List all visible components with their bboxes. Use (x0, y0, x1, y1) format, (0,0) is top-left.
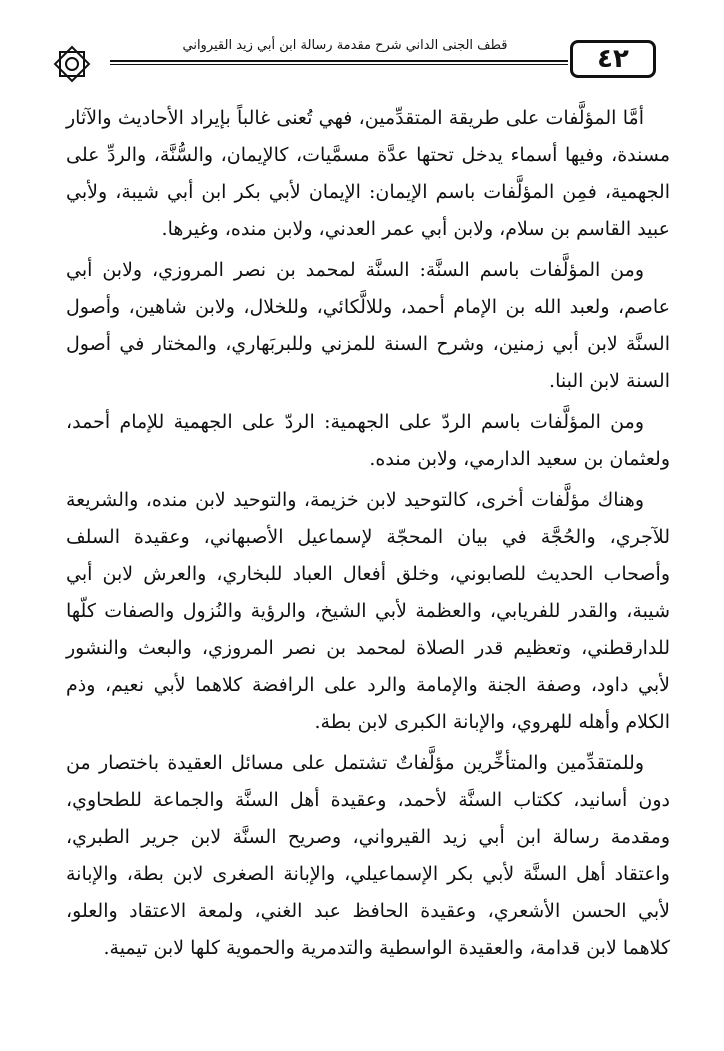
paragraph: وهناك مؤلَّفات أخرى، كالتوحيد لابن خزيمة، والتوحيد لابن منده، والشريعة للآجري، والحُجَّة في بيان المحجّة لإسماعيل الأصبهاني، وعقيدة السلف وأصحاب الحديث للصابوني، وخلق أفعال العباد للبخاري، والعرش لابن أبي شيبة، والقدر للفريابي، والعظمة لأبي الشيخ، والرؤية والنُزول والصفات كلّها للدارقطني، وتعظيم قدر الصلاة لمحمد بن نصر المروزي، والبعث والنشور لأبي داود، وصفة الجنة والإمامة والرد على الرافضة كلاهما لأبي نعيم، وذم الكلام وأهله للهروي، والإبانة الكبرى لابن بطة. (66, 489, 670, 733)
header-rule (110, 60, 568, 62)
paragraph: وللمتقدِّمين والمتأخِّرين مؤلَّفاتٌ تشتمل على مسائل العقيدة باختصار من دون أسانيد، ككتاب السنَّة لأحمد، وعقيدة أهل السنَّة والجماعة للطحاوي، ومقدمة رسالة ابن أبي زيد القيرواني، وصريح السنَّة لابن جرير الطبري، واعتقاد أهل السنَّة لأبي بكر الإسماعيلي، والإبانة الصغرى لابن بطة، والإبانة لأبي الحسن الأشعري، وعقيدة الحافظ عبد الغني، ولمعة الاعتقاد والعلو، كلاهما لابن قدامة، والعقيدة الواسطية والتدمرية والحموية كلها لابن تيمية. (66, 752, 670, 959)
paragraph: ومن المؤلَّفات باسم السنَّة: السنَّة لمحمد بن نصر المروزي، ولابن أبي عاصم، ولعبد الله بن الإمام أحمد، وللالَّكائي، وللخلال، ولابن شاهين، وأصول السنَّة لابن أبي زمنين، وشرح السنة للمزني وللبربَهاري، والمختار في أصول السنة لابن البنا. (66, 259, 670, 392)
header-rule-thin (110, 64, 568, 65)
running-title: قطف الجنى الداني شرح مقدمة رسالة ابن أبي زيد القيرواني (182, 38, 508, 53)
star-ornament-icon (50, 42, 94, 86)
paragraph: ومن المؤلَّفات باسم الردّ على الجهمية: الردّ على الجهمية للإمام أحمد، ولعثمان بن سعيد الدارمي، ولابن منده. (66, 411, 670, 470)
page-header (40, 36, 682, 86)
paragraph: أمَّا المؤلَّفات على طريقة المتقدِّمين، فهي تُعنى غالباً بإيراد الأحاديث والآثار مسندة، وفيها أسماء يدخل تحتها عدَّة مسمَّيات، كالإيمان، والسُّنَّة، والردِّ على الجهمية، فمِن المؤلَّفات باسم الإيمان: الإيمان لأبي بكر ابن أبي شيبة، ولأبي عبيد القاسم بن سلام، ولابن أبي عمر العدني، ولابن منده، وغيرها. (66, 107, 670, 240)
body-text (66, 100, 670, 971)
page-number: ٤٢ (570, 40, 656, 78)
